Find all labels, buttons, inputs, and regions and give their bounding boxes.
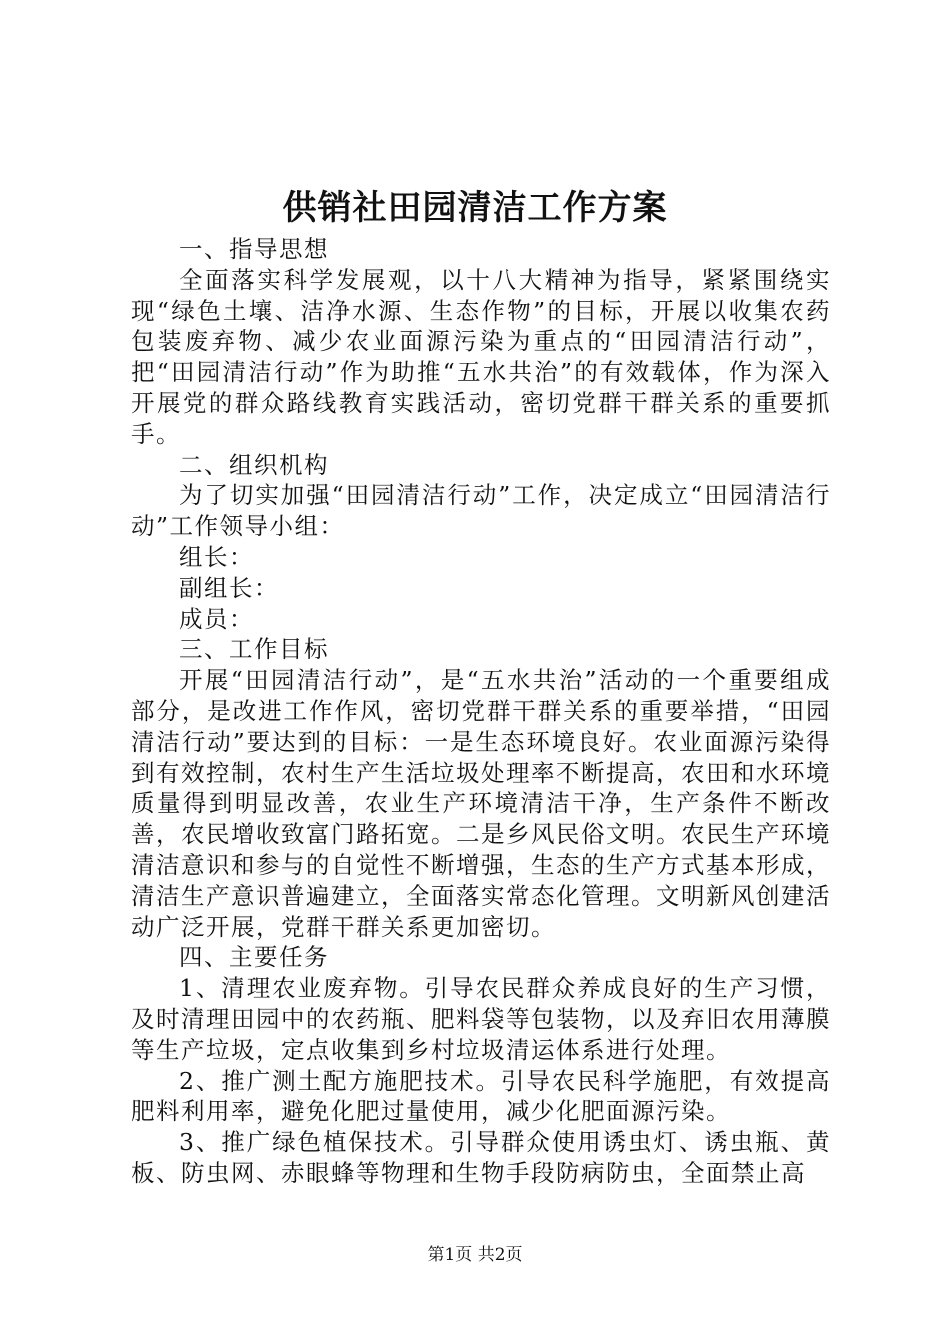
section-heading-guiding-ideology: 一、指导思想: [179, 235, 329, 263]
document-body: [131, 234, 831, 1189]
paragraph-task-3: 3、推广绿色植保技术。引导群众使用诱虫灯、诱虫瓶、黄板、防虫网、赤眼蜂等物理和生物手段防病防虫，全面禁止高: [131, 1128, 831, 1187]
section-heading-work-goals: 三、工作目标: [179, 635, 329, 664]
paragraph-organization: 为了切实加强“田园清洁行动”工作，决定成立“田园清洁行动”工作领导小组：: [131, 481, 831, 541]
paragraph-work-goals: 开展“田园清洁行动”，是“五水共治”活动的一个重要组成部分，是改进工作作风，密切党群干群关系的重要举措，“田园清洁行动”要达到的目标：一是生态环境良好。农业面源污染得到有效控制，农村生产生活垃圾处理率不断提高，农田和水环境质量得到明显改善，农业生产环境清洁干净，生产条件不断改善，农民增收致富门路拓宽。二是乡风民俗文明。农民生产环境清洁意识和参与的自觉性不断增强，生态的生产方式基本形成，清洁生产意识普遍建立，全面落实常态化管理。文明新风创建活动广泛开展，党群干群关系更加密切。: [131, 666, 831, 941]
line-deputy-group-leader: 副组长：: [179, 573, 279, 602]
document-title: 供销社田园清洁工作方案: [282, 188, 668, 228]
paragraph-task-1: 1、清理农业废弃物。引导农民群众养成良好的生产习惯，及时清理田园中的农药瓶、肥料袋等包装物，以及弃旧农用薄膜等生产垃圾，定点收集到乡村垃圾清运体系进行处理。: [131, 974, 831, 1064]
line-group-leader: 组长：: [179, 542, 254, 571]
line-members: 成员：: [179, 604, 254, 633]
section-heading-main-tasks: 四、主要任务: [179, 943, 329, 972]
section-heading-organization: 二、组织机构: [179, 450, 329, 479]
paragraph-guiding-ideology: 全面落实科学发展观，以十八大精神为指导，紧紧围绕实现“绿色土壤、洁净水源、生态作物”的目标，开展以收集农药包装废弃物、减少农业面源污染为重点的“田园清洁行动”，把“田园清洁行动”作为助推“五水共治”的有效载体，作为深入开展党的群众路线教育实践活动，密切党群干群关系的重要抓手。: [131, 265, 831, 448]
paragraph-task-2: 2、推广测土配方施肥技术。引导农民科学施肥，有效提高肥料利用率，避免化肥过量使用，减少化肥面源污染。: [131, 1066, 831, 1126]
page-number-footer: 第1页 共2页: [427, 1245, 523, 1265]
